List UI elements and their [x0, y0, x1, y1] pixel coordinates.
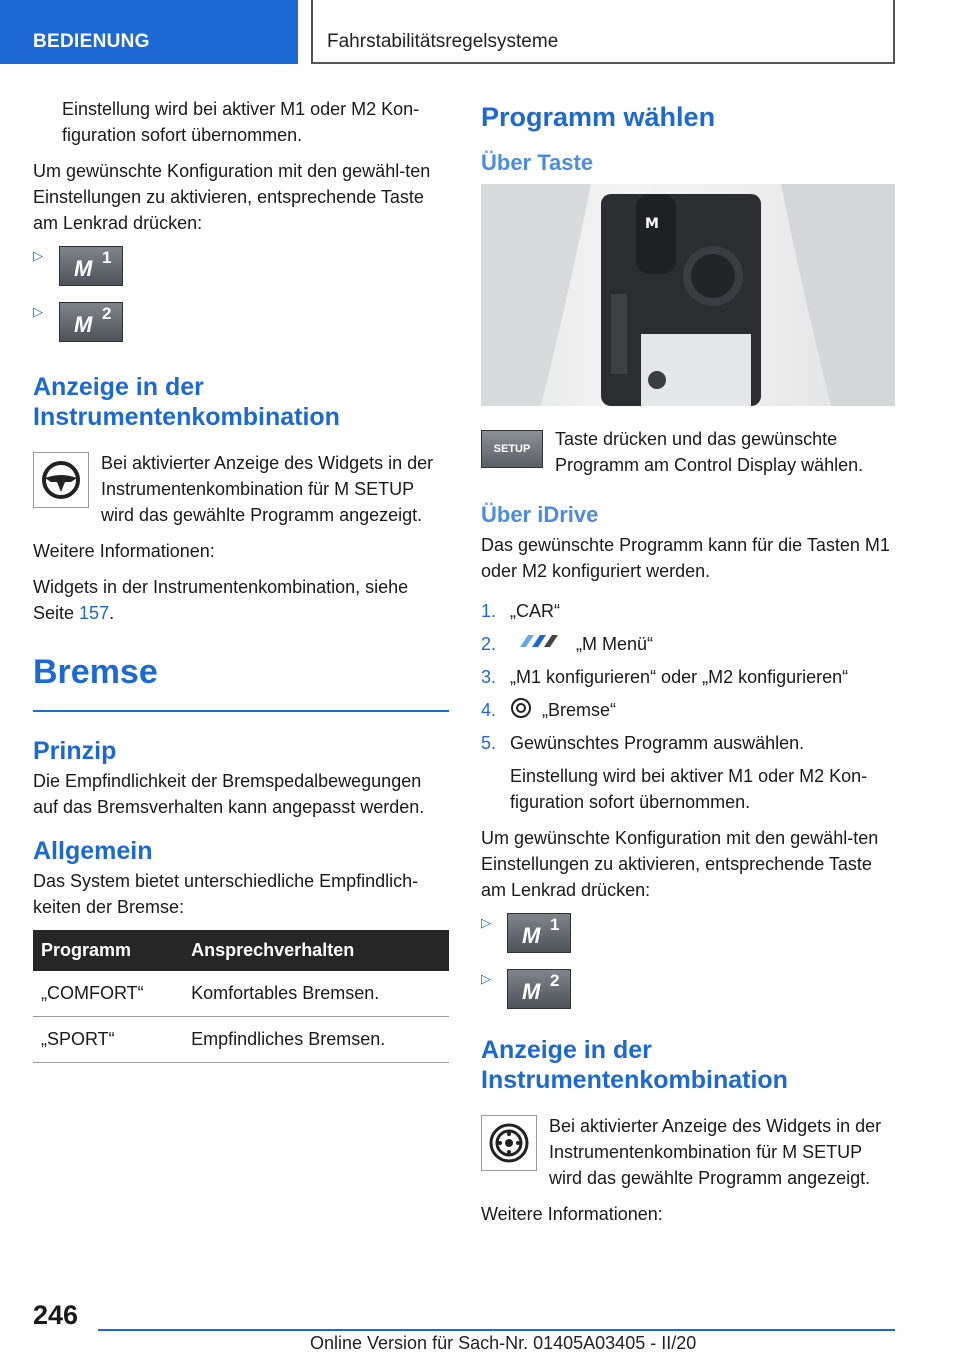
idrive-heading: Über iDrive [481, 502, 599, 527]
table-header-cell: Programm [33, 930, 183, 971]
brake-program-table [33, 930, 449, 1063]
steering-wheel-icon [33, 452, 89, 508]
left-anzeige-text: Bei aktivierter Anzeige des Widgets in der Instrumentenkombination für M SETUP wird das gewählte Programm angezeigt. [101, 453, 434, 525]
m2-bullet [481, 969, 897, 1009]
left-instruction-text: Um gewünschte Konfiguration mit den gewähl-ten Einstellungen zu aktivieren, entsprechende Taste am Lenkrad drücken: [33, 161, 431, 233]
bullet-triangle-icon: ▷ [481, 915, 491, 930]
list-item: 1. „CAR“ [481, 601, 560, 621]
prinzip-text: Die Empfindlichkeit der Bremspedalbewegungen auf das Bremsverhalten kann angepasst werden. [33, 771, 425, 817]
idrive-text: Das gewünschte Programm kann für die Tasten M1 oder M2 konfiguriert werden. [481, 535, 890, 581]
svg-text:M: M [645, 216, 659, 232]
chapter-header [311, 0, 895, 64]
brake-disc-icon [510, 697, 532, 719]
online-version-text: Online Version für Sach-Nr. 01405A03405 - II/20 [310, 1333, 697, 1353]
bremse-heading: Bremse [33, 652, 449, 712]
right-weitere-text: Weitere Informationen: [481, 1204, 663, 1224]
m1-bullet [33, 246, 449, 286]
table-cell: Komfortables Bremsen. [183, 971, 449, 1017]
taste-heading: Über Taste [481, 150, 594, 175]
widgets-reference: Widgets in der Instrumentenkombination, siehe Seite 157. [33, 577, 409, 623]
bullet-triangle-icon: ▷ [481, 971, 491, 986]
right-instruction-text: Um gewünschte Konfiguration mit den gewähl-ten Einstellungen zu aktivieren, entsprechende Taste am Lenkrad drücken: [481, 828, 879, 900]
page-link[interactable]: 157 [79, 603, 110, 623]
m1-button-icon: M 1 [507, 913, 571, 953]
m2-button-icon: M 2 [507, 969, 571, 1009]
left-intro-text: Einstellung wird bei aktiver M1 oder M2 Kon-figuration sofort übernommen. [62, 99, 420, 145]
left-weitere-text: Weitere Informationen: [33, 541, 215, 561]
allgemein-heading: Allgemein [33, 837, 153, 865]
right-anzeige-heading: Anzeige in der Instrumentenkombination [481, 1036, 788, 1094]
right-column [481, 96, 897, 1237]
m1-bullet [481, 913, 897, 953]
right-anzeige-text: Bei aktivierter Anzeige des Widgets in der Instrumentenkombination für M SETUP wird das gewählte Programm angezeigt. [549, 1116, 882, 1188]
allgemein-text: Das System bietet unterschiedliche Empfindlich-keiten der Bremse: [33, 871, 419, 917]
m2-bullet [33, 302, 449, 342]
chapter-title: Fahrstabilitätsregelsysteme [327, 31, 559, 52]
left-anzeige-heading: Anzeige in der Instrumentenkombination [33, 373, 340, 431]
left-column [33, 96, 449, 1063]
programm-heading: Programm wählen [481, 102, 716, 132]
right-anzeige-block [481, 1113, 897, 1191]
m1-button-icon: M 1 [59, 246, 123, 286]
section-tab [0, 0, 298, 64]
center-console-image [481, 184, 895, 406]
table-header-cell: Ansprechverhalten [183, 930, 449, 971]
page-number: 246 [33, 1300, 79, 1330]
footer-divider [98, 1329, 895, 1331]
table-cell: Empfindliches Bremsen. [183, 1017, 449, 1063]
list-item: 5. Gewünschtes Programm auswählen. [481, 733, 805, 753]
section-label: BEDIENUNG [33, 31, 150, 52]
brake-widget-icon [481, 1115, 537, 1171]
prinzip-heading: Prinzip [33, 737, 117, 765]
bullet-triangle-icon: ▷ [33, 304, 43, 319]
bullet-triangle-icon: ▷ [33, 248, 43, 263]
setup-button-icon: SETUP [481, 430, 543, 468]
m2-button-icon: M 2 [59, 302, 123, 342]
table-header-row [33, 930, 449, 971]
step5-subtext: Einstellung wird bei aktiver M1 oder M2 Kon-figuration sofort übernommen. [510, 766, 868, 812]
list-item: 4. „Bremse“ [481, 697, 897, 723]
m-menu-icon [510, 631, 566, 651]
list-item: 3. „M1 konfigurieren“ oder „M2 konfigurieren“ [481, 667, 849, 687]
left-anzeige-block [33, 450, 449, 528]
taste-text: Taste drücken und das gewünschte Programm am Control Display wählen. [555, 429, 864, 475]
setup-row [481, 426, 897, 488]
table-row [33, 971, 449, 1017]
table-row [33, 1017, 449, 1063]
idrive-steps [481, 598, 897, 756]
table-cell: „SPORT“ [33, 1017, 183, 1063]
table-cell: „COMFORT“ [33, 971, 183, 1017]
list-item: 2. „M Menü“ [481, 631, 897, 657]
